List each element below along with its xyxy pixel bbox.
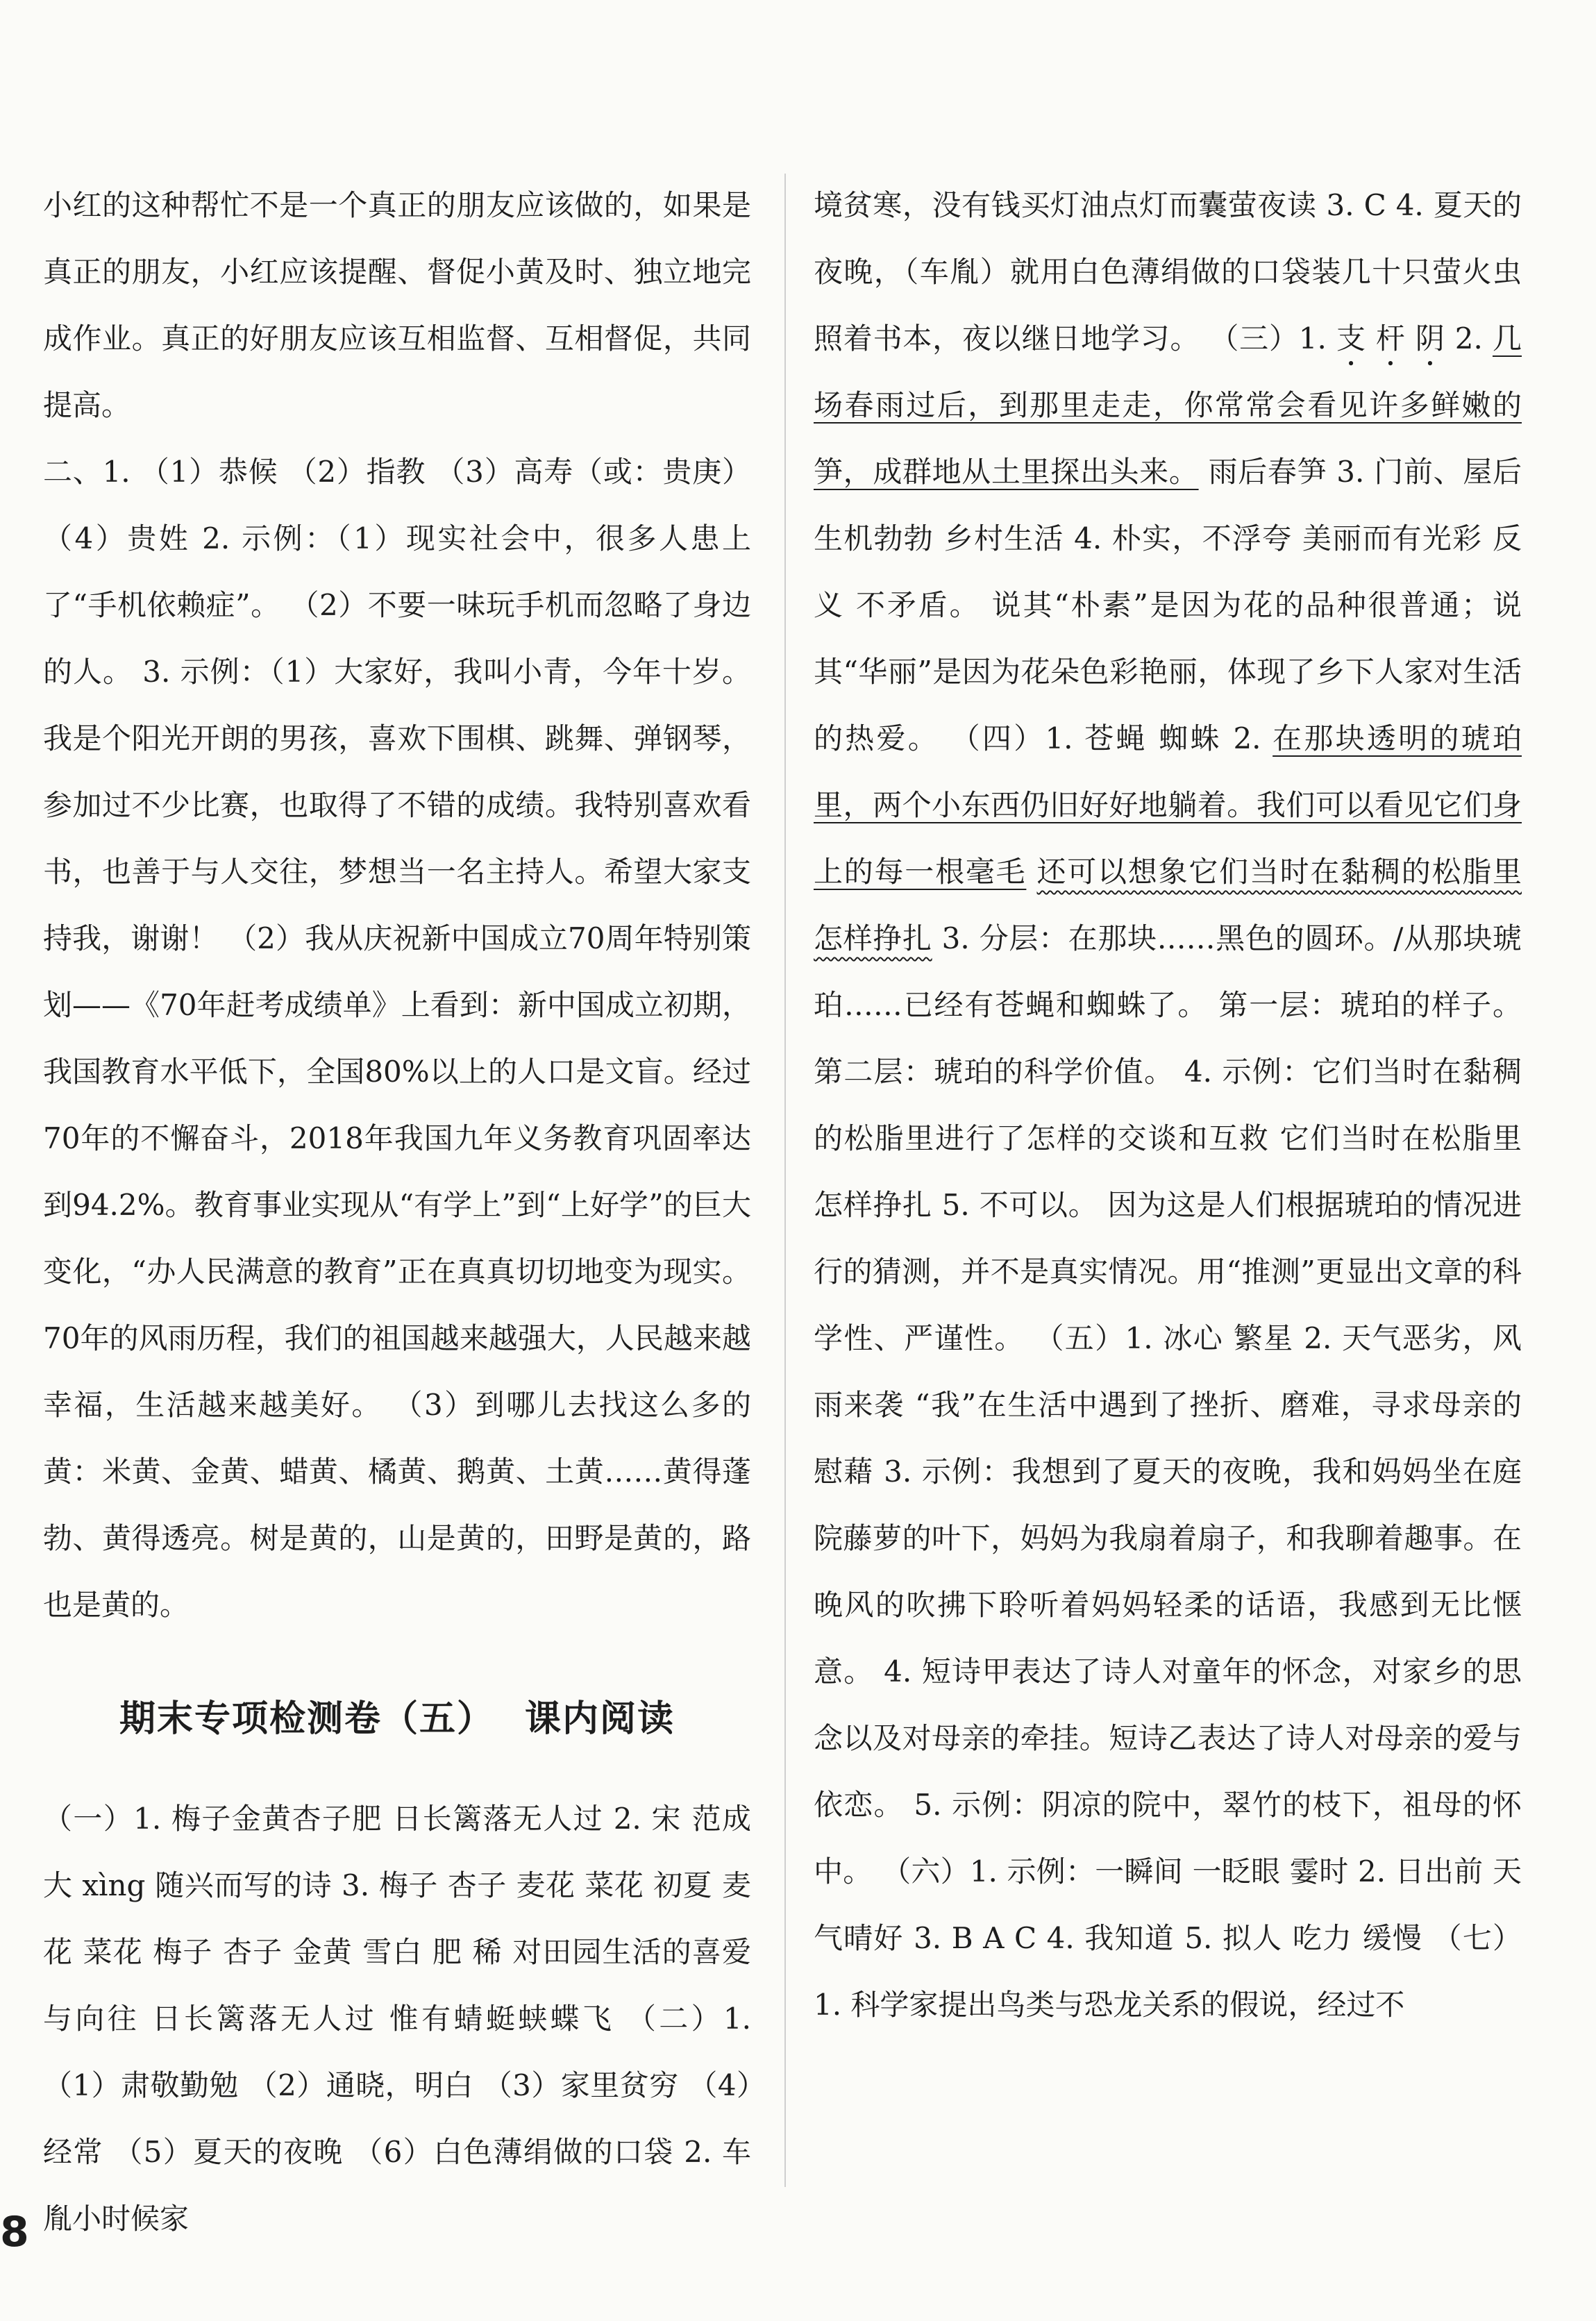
dotted-chars: 支 杆 阴	[1336, 321, 1445, 355]
section-title-sub: 课内阅读	[525, 1698, 675, 1740]
answer-text: 3. 分层：在那块……黑色的圆环。/从那块琥珀……已经有苍蝇和蜘蛛了。 第一层：琥珀的样子。 第二层：琥珀的科学价值。 4. 示例：它们当时在黏稠的松脂里进行了怎样的交谈和互救 它们当时在松脂里怎样挣扎 5. 不可以。 因为这是人们根据琥珀的情况进行的猜测，并不是真实情况。用“推测”更显出文章的科学性、严谨性。 （五）1. 冰心 繁星 2. 天气恶劣，风雨来袭 “我”在生活中遇到了挫折、磨难，寻求母亲的慰藉 3. 示例：我想到了夏天的夜晚，我和妈妈坐在庭院藤萝的叶下，妈妈为我扇着扇子，和我聊着趣事。在晚风的吹拂下聆听着妈妈轻柔的话语，我感到无比惬意。 4. 短诗甲表达了诗人对童年的怀念，对家乡的思念以及对母亲的牵挂。短诗乙表达了诗人对母亲的爱与依恋。 5. 示例：阴凉的院中，翠竹的枝下，祖母的怀中。 （六）1. 示例：一瞬间 一眨眼 霎时 2. 日出前 天气晴好 3. B A C 4. 我知道 5. 拟人 吃力 缓慢 （七）1. 科学家提出鸟类与恐龙关系的假说，经过不	[814, 921, 1522, 2022]
page-number: 8	[0, 2208, 29, 2256]
answer-paragraph: （一）1. 梅子金黄杏子肥 日长篱落无人过 2. 宋 范成大 xìng 随兴而写的诗 3. 梅子 杏子 麦花 菜花 初夏 麦花 菜花 梅子 杏子 金黄 雪白 肥 稀 对田园生活的喜爱与向往 日长篱落无人过 惟有蜻蜓蛱蝶飞 （二）1. （1）肃敬勤勉 （2）通晓，明白 （3）家里贫穷 （4）经常 （5）夏天的夜晚 （6）白色薄绢做的口袋 2. 车胤小时候家	[43, 1802, 751, 2236]
right-column	[814, 172, 1522, 2038]
answer-text: 2.	[1445, 321, 1493, 355]
answer-text: 境贫寒，没有钱买灯油点灯而囊萤夜读 3. C 4. 夏天的夜晚，（车胤）就用白色薄绢做的口袋装几十只萤火虫照着书本，夜以继日地学习。 （三）1.	[814, 188, 1522, 355]
section-title	[43, 1694, 751, 1744]
wavy-underlined-sentence: 还可以想象它们当时在黏稠的松脂里怎样挣扎	[814, 855, 1522, 955]
answer-text	[1026, 855, 1036, 889]
section-title-main: 期末专项检测卷（五）	[119, 1698, 494, 1740]
underlined-sentence: 几场春雨过后，到那里走走，你常常会看见许多鲜嫩的笋，成群地从土里探出头来。	[814, 321, 1522, 489]
answer-paragraph: 小红的这种帮忙不是一个真正的朋友应该做的，如果是真正的朋友，小红应该提醒、督促小黄及时、独立地完成作业。真正的好朋友应该互相监督、互相督促，共同提高。	[43, 188, 751, 422]
answer-paragraph	[814, 172, 1522, 2038]
left-column	[43, 172, 751, 2252]
answer-paragraph: 二、1. （1）恭候 （2）指教 （3）高寿（或：贵庚） （4）贵姓 2. 示例：（1）现实社会中，很多人患上了“手机依赖症”。 （2）不要一味玩手机而忽略了身边的人。 3. 示例：（1）大家好，我叫小青，今年十岁。我是个阳光开朗的男孩，喜欢下围棋、跳舞、弹钢琴，参加过不少比赛，也取得了不错的成绩。我特别喜欢看书，也善于与人交往，梦想当一名主持人。希望大家支持我，谢谢！ （2）我从庆祝新中国成立70周年特别策划——《70年赶考成绩单》上看到：新中国成立初期，我国教育水平低下，全国80%以上的人口是文盲。经过70年的不懈奋斗，2018年我国九年义务教育巩固率达到94.2%。教育事业实现从“有学上”到“上好学”的巨大变化，“办人民满意的教育”正在真真切切地变为现实。70年的风雨历程，我们的祖国越来越强大，人民越来越幸福，生活越来越美好。 （3）到哪儿去找这么多的黄：米黄、金黄、蜡黄、橘黄、鹅黄、土黄……黄得蓬勃、黄得透亮。树是黄的，山是黄的，田野是黄的，路也是黄的。	[43, 455, 751, 1622]
answer-text: 雨后春笋 3. 门前、屋后 生机勃勃 乡村生活 4. 朴实，不浮夸 美丽而有光彩 反义 不矛盾。 说其“朴素”是因为花的品种很普通；说其“华丽”是因为花朵色彩艳丽，体现了乡下人家对生活的热爱。 （四）1. 苍蝇 蜘蛛 2.	[814, 455, 1522, 755]
column-divider	[784, 174, 786, 2187]
underlined-sentence: 在那块透明的琥珀里，两个小东西仍旧好好地躺着。我们可以看见它们身上的每一根毫毛	[814, 721, 1522, 889]
